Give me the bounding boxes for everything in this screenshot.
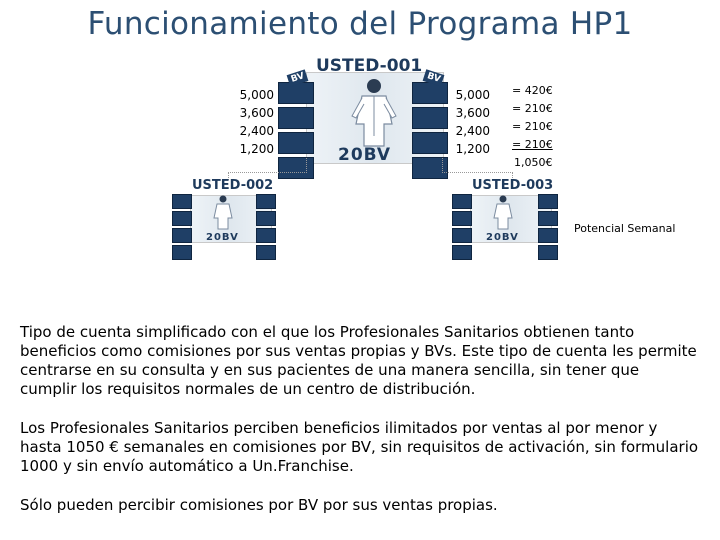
- stack-cell: [278, 132, 314, 154]
- commission-value: = 210€: [512, 102, 553, 115]
- commission-value: = 210€: [512, 138, 553, 151]
- main-bv-word: 20BV: [338, 145, 392, 165]
- stack-cell: [172, 211, 192, 226]
- value-cell: 2,400: [455, 124, 490, 138]
- stack-cell: [172, 228, 192, 243]
- commission-column: [512, 82, 553, 172]
- doctor-figure-icon: [488, 192, 518, 232]
- stack-cell: [452, 228, 472, 243]
- sub-right-stack-r: [538, 194, 558, 260]
- value-cell: 5,000: [239, 88, 274, 102]
- connector-line: [228, 158, 307, 173]
- connector-line: [442, 158, 513, 173]
- sub-left-stack-r: [256, 194, 276, 260]
- sub-right-stack-l: [452, 194, 472, 260]
- sub-right-bv-word: 20BV: [486, 232, 519, 240]
- main-right-values: [452, 86, 490, 158]
- stack-cell: [412, 107, 448, 129]
- value-cell: 3,600: [455, 106, 490, 120]
- stack-cell: [172, 194, 192, 209]
- stack-cell: [412, 132, 448, 154]
- doctor-figure-icon: [344, 76, 404, 148]
- stack-cell: [256, 228, 276, 243]
- stack-cell: [256, 211, 276, 226]
- stack-cell: [278, 82, 314, 104]
- stack-cell: [538, 211, 558, 226]
- commission-total: 1,050€: [514, 156, 553, 169]
- doctor-figure-icon: [208, 192, 238, 232]
- value-cell: 1,200: [239, 142, 274, 156]
- value-cell: 5,000: [455, 88, 490, 102]
- bv-tag-left: BV: [287, 69, 309, 86]
- paragraph: Los Profesionales Sanitarios perciben beneficios ilimitados por ventas al por menor y hasta 1050 € semanales en comisiones por BV, sin requisitos de activación, sin formulario 1000 y sin envío automático a Un.Franchise.: [20, 419, 699, 475]
- commission-value: = 210€: [512, 120, 553, 133]
- stack-cell: [538, 245, 558, 260]
- sub-left-label: USTED-002: [192, 178, 274, 193]
- value-cell: 2,400: [239, 124, 274, 138]
- bv-tag-right: BV: [423, 69, 445, 86]
- stack-cell: [452, 245, 472, 260]
- main-box-label: USTED-001: [316, 56, 423, 76]
- paragraph: Tipo de cuenta simplificado con el que los Profesionales Sanitarios obtienen tanto beneficios como comisiones por sus ventas propias y BVs. Este tipo de cuenta les permite centrarse en su consulta y en sus pacientes de una manera sencilla, sin tener que cumplir los requisitos normales de un centro de distribución.: [20, 323, 697, 398]
- stack-cell: [452, 211, 472, 226]
- sub-left-bv-word: 20BV: [206, 232, 239, 240]
- stack-cell: [172, 245, 192, 260]
- value-cell: 1,200: [455, 142, 490, 156]
- main-left-values: [236, 86, 274, 158]
- stack-cell: [538, 228, 558, 243]
- potential-label: Potencial Semanal: [574, 222, 676, 235]
- value-cell: 3,600: [239, 106, 274, 120]
- stack-cell: [256, 245, 276, 260]
- paragraph: Sólo pueden percibir comisiones por BV por sus ventas propias.: [20, 496, 498, 514]
- sub-right-label: USTED-003: [472, 178, 554, 193]
- page-title: Funcionamiento del Programa HP1: [87, 6, 633, 42]
- stack-cell: [412, 82, 448, 104]
- stack-cell: [278, 107, 314, 129]
- stack-cell: [452, 194, 472, 209]
- commission-value: = 420€: [512, 84, 553, 97]
- sub-left-stack-l: [172, 194, 192, 260]
- stack-cell: [256, 194, 276, 209]
- stack-cell: [538, 194, 558, 209]
